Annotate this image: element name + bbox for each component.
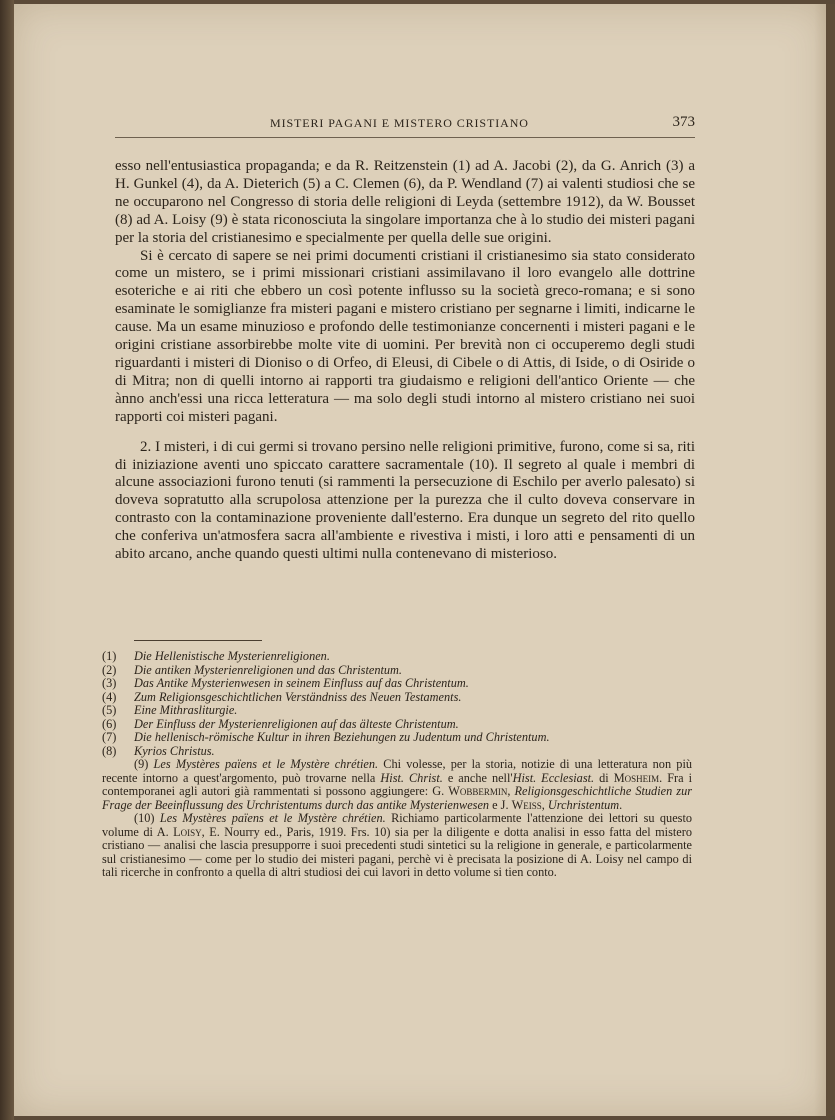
footnote-7	[102, 731, 692, 745]
page-number: 373	[672, 114, 695, 130]
author-name: Wobbermin	[448, 784, 508, 798]
footnote-title: Der Einfluss der Mysterienreligionen auf das älteste Christentum.	[134, 716, 459, 731]
footnote-text: . Fra i contemporanei agli autori già rammentati si possono aggiungere: G.	[102, 770, 693, 798]
footnote-text: Richiamo particolarmente l'attenzione dei lettori su questo volume di A.	[102, 811, 693, 839]
footnote-text: di	[594, 770, 614, 785]
footnote-text: e anche nell'	[442, 770, 513, 785]
footnote-2	[102, 664, 692, 678]
footnote-number: (3)	[102, 676, 117, 690]
footnote-6	[102, 718, 692, 732]
header-rule	[115, 137, 695, 138]
footnote-title: Eine Mithrasliturgie.	[134, 703, 238, 717]
paragraph-1: esso nell'entusiastica propaganda; e da R. Reitzenstein (1) ad A. Jacobi (2), da G. Anrich (3) a H. Gunkel (4), da A. Dieterich (5) a C. Clemen (6), da P. Wendland (7) ai valenti studiosi che se ne occuparono nel Congresso di storia delle religioni di Leyda (settembre 1912), da W. Bousset (8) ad A. Loisy (9) è stata riconosciuta la singolare importanza che à lo studio dei misteri pagani per la storia del cristianesimo e specialmente per quella delle sue origini.	[115, 158, 695, 246]
footnote-1	[102, 650, 692, 664]
footnote-3	[102, 677, 692, 691]
footnote-number: (2)	[102, 662, 117, 677]
footnote-10	[102, 812, 692, 880]
footnote-number: (1)	[102, 649, 117, 663]
footnote-text: e J.	[489, 797, 512, 812]
footnote-title: Die antiken Mysterienreligionen und das Christentum.	[134, 662, 402, 677]
main-text	[115, 158, 695, 564]
author-name: Mosheim	[613, 770, 660, 785]
footnote-title: Zum Religionsgeschichtlichen Verständniss des Neuen Testaments.	[134, 689, 462, 704]
footnote-number: (7)	[102, 730, 117, 744]
footnote-rule	[134, 640, 262, 641]
page-edge-wear	[814, 4, 835, 1116]
running-head	[115, 116, 695, 138]
citation: Hist. Christ.	[380, 770, 443, 785]
footnote-number: (10)	[134, 811, 155, 825]
footnote-5	[102, 704, 692, 718]
footnote-text: .	[619, 797, 623, 812]
footnote-number: (5)	[102, 703, 117, 717]
author-name: Weiss	[511, 797, 542, 812]
paragraph-3: 2. I misteri, i di cui germi si trovano persino nelle religioni primitive, furono, come si sa, riti di iniziazione aventi uno spiccato carattere sacramentale (10). Il segreto al quale i membri di alcune associazioni furono tenuti (si rammenti la persecuzione di Eschilo per averlo palesato) si doveva sopratutto alla scrupolosa attenzione per la purezza che il culto doveva conservare in contrasto con la contaminazione proveniente dall'esterno. Era dunque un segreto del rito quello che conferiva un'atmosfera sacra all'ambiente e rivestiva i misti, i loro atti e pensamenti di un abito arcano, anche quando questi ultimi nulla contenevano di misterioso.	[115, 438, 695, 563]
footnote-4	[102, 691, 692, 705]
footnote-text: , E. Nourry ed., Paris, 1919. Frs. 10) sia per la diligente e dotta analisi in esso fatta del mistero cristiano — analisi che lascia presupporre i suoi precedenti studi sintetici su la religione in generale, e particolarmente sul cristianesimo — come per lo studio dei misteri pagani, perchè vi è precisata la posizione di A. Loisy nel campo di tali ricerche in confronto a quella di altri studiosi dei cui lavori in detto volume si tien conto.	[102, 824, 693, 879]
footnote-title: Das Antike Mysterienwesen in seinem Einfluss auf das Christentum.	[134, 676, 469, 690]
citation: Urchristentum	[547, 797, 620, 812]
footnote-number: (6)	[102, 716, 117, 731]
footnote-title: Die hellenisch-römische Kultur in ihren Beziehungen zu Judentum und Christentum.	[134, 730, 550, 744]
book-spine-shadow	[0, 0, 14, 1120]
footnote-title: Les Mystères païens et le Mystère chrétien.	[153, 757, 379, 771]
running-title: MISTERI PAGANI E MISTERO CRISTIANO	[270, 116, 529, 130]
author-name: Loisy	[173, 824, 202, 839]
footnote-text: ,	[507, 784, 515, 798]
footnote-title: Kyrios Christus.	[134, 743, 215, 758]
paragraph-2: Si è cercato di sapere se nei primi documenti cristiani il cristianesimo sia stato considerato come un mistero, se i primi missionari cristiani assimilavano il loro evangelo alle dottrine esoteriche e ai riti che ebbero un così potente influsso su la società greco-romana; e si sono esaminate le somiglianze fra misteri pagani e mistero cristiano per segnarne i limiti, indicarne le cause. Ma un esame minuzioso e profondo delle testimonianze concernenti i misteri pagani e le origini cristiane assorbirebbe molte vite di uomini. Per brevità non ci occuperemo degli studi riguardanti i misteri di Dioniso o di Orfeo, di Eleusi, di Cibele o di Attis, di Iside, o di Osiride o di Mitra; non di quelli intorno ai rapporti tra giudaismo e religioni dell'antico Oriente — che ànno anch'essi una ricca letteratura — ma solo degli studi intorno al mistero cristiano nei suoi rapporti coi misteri pagani.	[115, 247, 695, 425]
citation: Religionsgeschichtliche Studien zur Frage der Beeinflussung des Urchristentums durch das antike Mysterienwesen	[102, 784, 693, 812]
footnote-9	[102, 758, 692, 812]
footnote-number: (9)	[134, 757, 149, 771]
footnote-text: ,	[541, 797, 548, 812]
footnotes	[102, 650, 692, 880]
footnote-number: (8)	[102, 743, 117, 758]
footnote-title: Die Hellenistische Mysterienreligionen.	[134, 649, 330, 663]
footnote-8	[102, 745, 692, 759]
footnote-text: Chi volesse, per la storia, notizie di una letteratura non più recente intorno a quest'argomento, può trovarne nella	[102, 757, 693, 785]
footnote-title: Les Mystères païens et le Mystère chrétien.	[159, 811, 386, 825]
footnote-number: (4)	[102, 689, 117, 704]
citation: Hist. Ecclesiast.	[512, 770, 595, 785]
